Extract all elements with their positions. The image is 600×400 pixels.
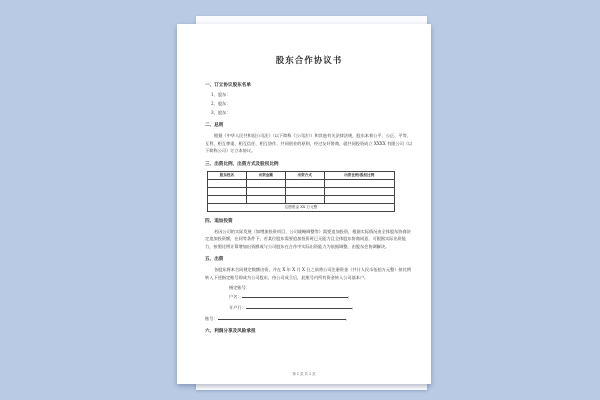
shareholder-line-2: 2、股东： (211, 101, 231, 106)
table-cell (246, 187, 285, 195)
table-cell (208, 179, 247, 187)
section-4-paragraph: 若因公司的实际发展（如增加投资项目、公司战略调整等）需要追加投资，根据实际情况由全体股东协商决定追加投资额，在同等条件下，若某位股东需要追加投资时已无能力且全体股东协商同意，可根据实际出资能力，按照比例计算增加出资额或与公司股东在合作中实际出资能力为依据调整，由股东会协调解决。 (205, 228, 411, 249)
table-row (208, 187, 395, 195)
table-cell (285, 195, 324, 203)
table-cell (324, 179, 394, 187)
table-cell (324, 195, 394, 203)
table-row (208, 195, 395, 203)
bank-blank (246, 308, 352, 309)
section-3-heading: 三、出资比例、出资方式及股权比例 (205, 161, 279, 167)
table-row (208, 179, 395, 187)
document-title: 股东合作协议书 (275, 56, 343, 66)
table-header-cell: 出资金额 (246, 171, 285, 179)
table-header-row (208, 171, 395, 179)
account-number-row: 账号： 。 (205, 316, 350, 321)
section-2-paragraph: 根据《中华人民共和国公司法》（以下简称《公司法》）和其他有关法律法规，股东本着公平、公正、平等、互利、相互尊重、相互信任、相互协作、共同创业的原则，经过友好协商，就共同投资成立 XXXX 有限公司（以下简称公司）订立本协议。 (205, 133, 413, 153)
bank-label: 开户行： (229, 305, 246, 310)
section-5-paragraph: 各股东将本合同规定数额出资，并在 X 年 X 月 X 日之前将公司注册资金（共计人民币伍拾万元整）按比例转入下述指定账号即成为公司股东，待公司成立后，此账号内所有资金转入公司基本户。 (205, 267, 411, 280)
account-name-row: 户名： ; (229, 294, 349, 299)
shareholder-line-3: 3、股东： (211, 110, 231, 115)
table-cell (285, 179, 324, 187)
table-cell (208, 195, 247, 203)
bank-row: 开户行： ; (229, 305, 354, 310)
section-5-heading: 五、出资 (205, 257, 224, 262)
table-cell (246, 195, 285, 203)
designated-account-label: 指定账号： (229, 285, 250, 290)
page-footer: 第 1 页 共 2 页 (292, 372, 316, 376)
section-4-heading: 四、追加投资 (205, 218, 233, 224)
investment-table (207, 171, 395, 212)
table-total-cell: 注册资金 XX 万元整 (208, 203, 395, 211)
account-number-label: 账号： (205, 316, 218, 321)
table-header-cell: 出资比例/股权比例 (324, 171, 394, 179)
table-cell (208, 187, 247, 195)
section-6-heading: 六、利润分享及风险承担 (205, 329, 256, 334)
table-cell (246, 179, 285, 187)
table-total-row (208, 203, 395, 211)
table-cell (324, 187, 394, 195)
section-2-heading: 二、总则 (205, 123, 224, 128)
account-name-blank (242, 297, 348, 298)
account-name-label: 户名： (229, 294, 242, 299)
table-header-cell: 出资方式 (285, 171, 324, 179)
table-header-cell: 股东姓名 (208, 171, 247, 179)
document-page (177, 24, 431, 384)
shareholder-line-1: 1、股东： (211, 92, 231, 97)
account-number-blank (218, 319, 346, 320)
section-1-heading: 一、订立协议股东名单 (205, 83, 251, 88)
table-cell (285, 187, 324, 195)
